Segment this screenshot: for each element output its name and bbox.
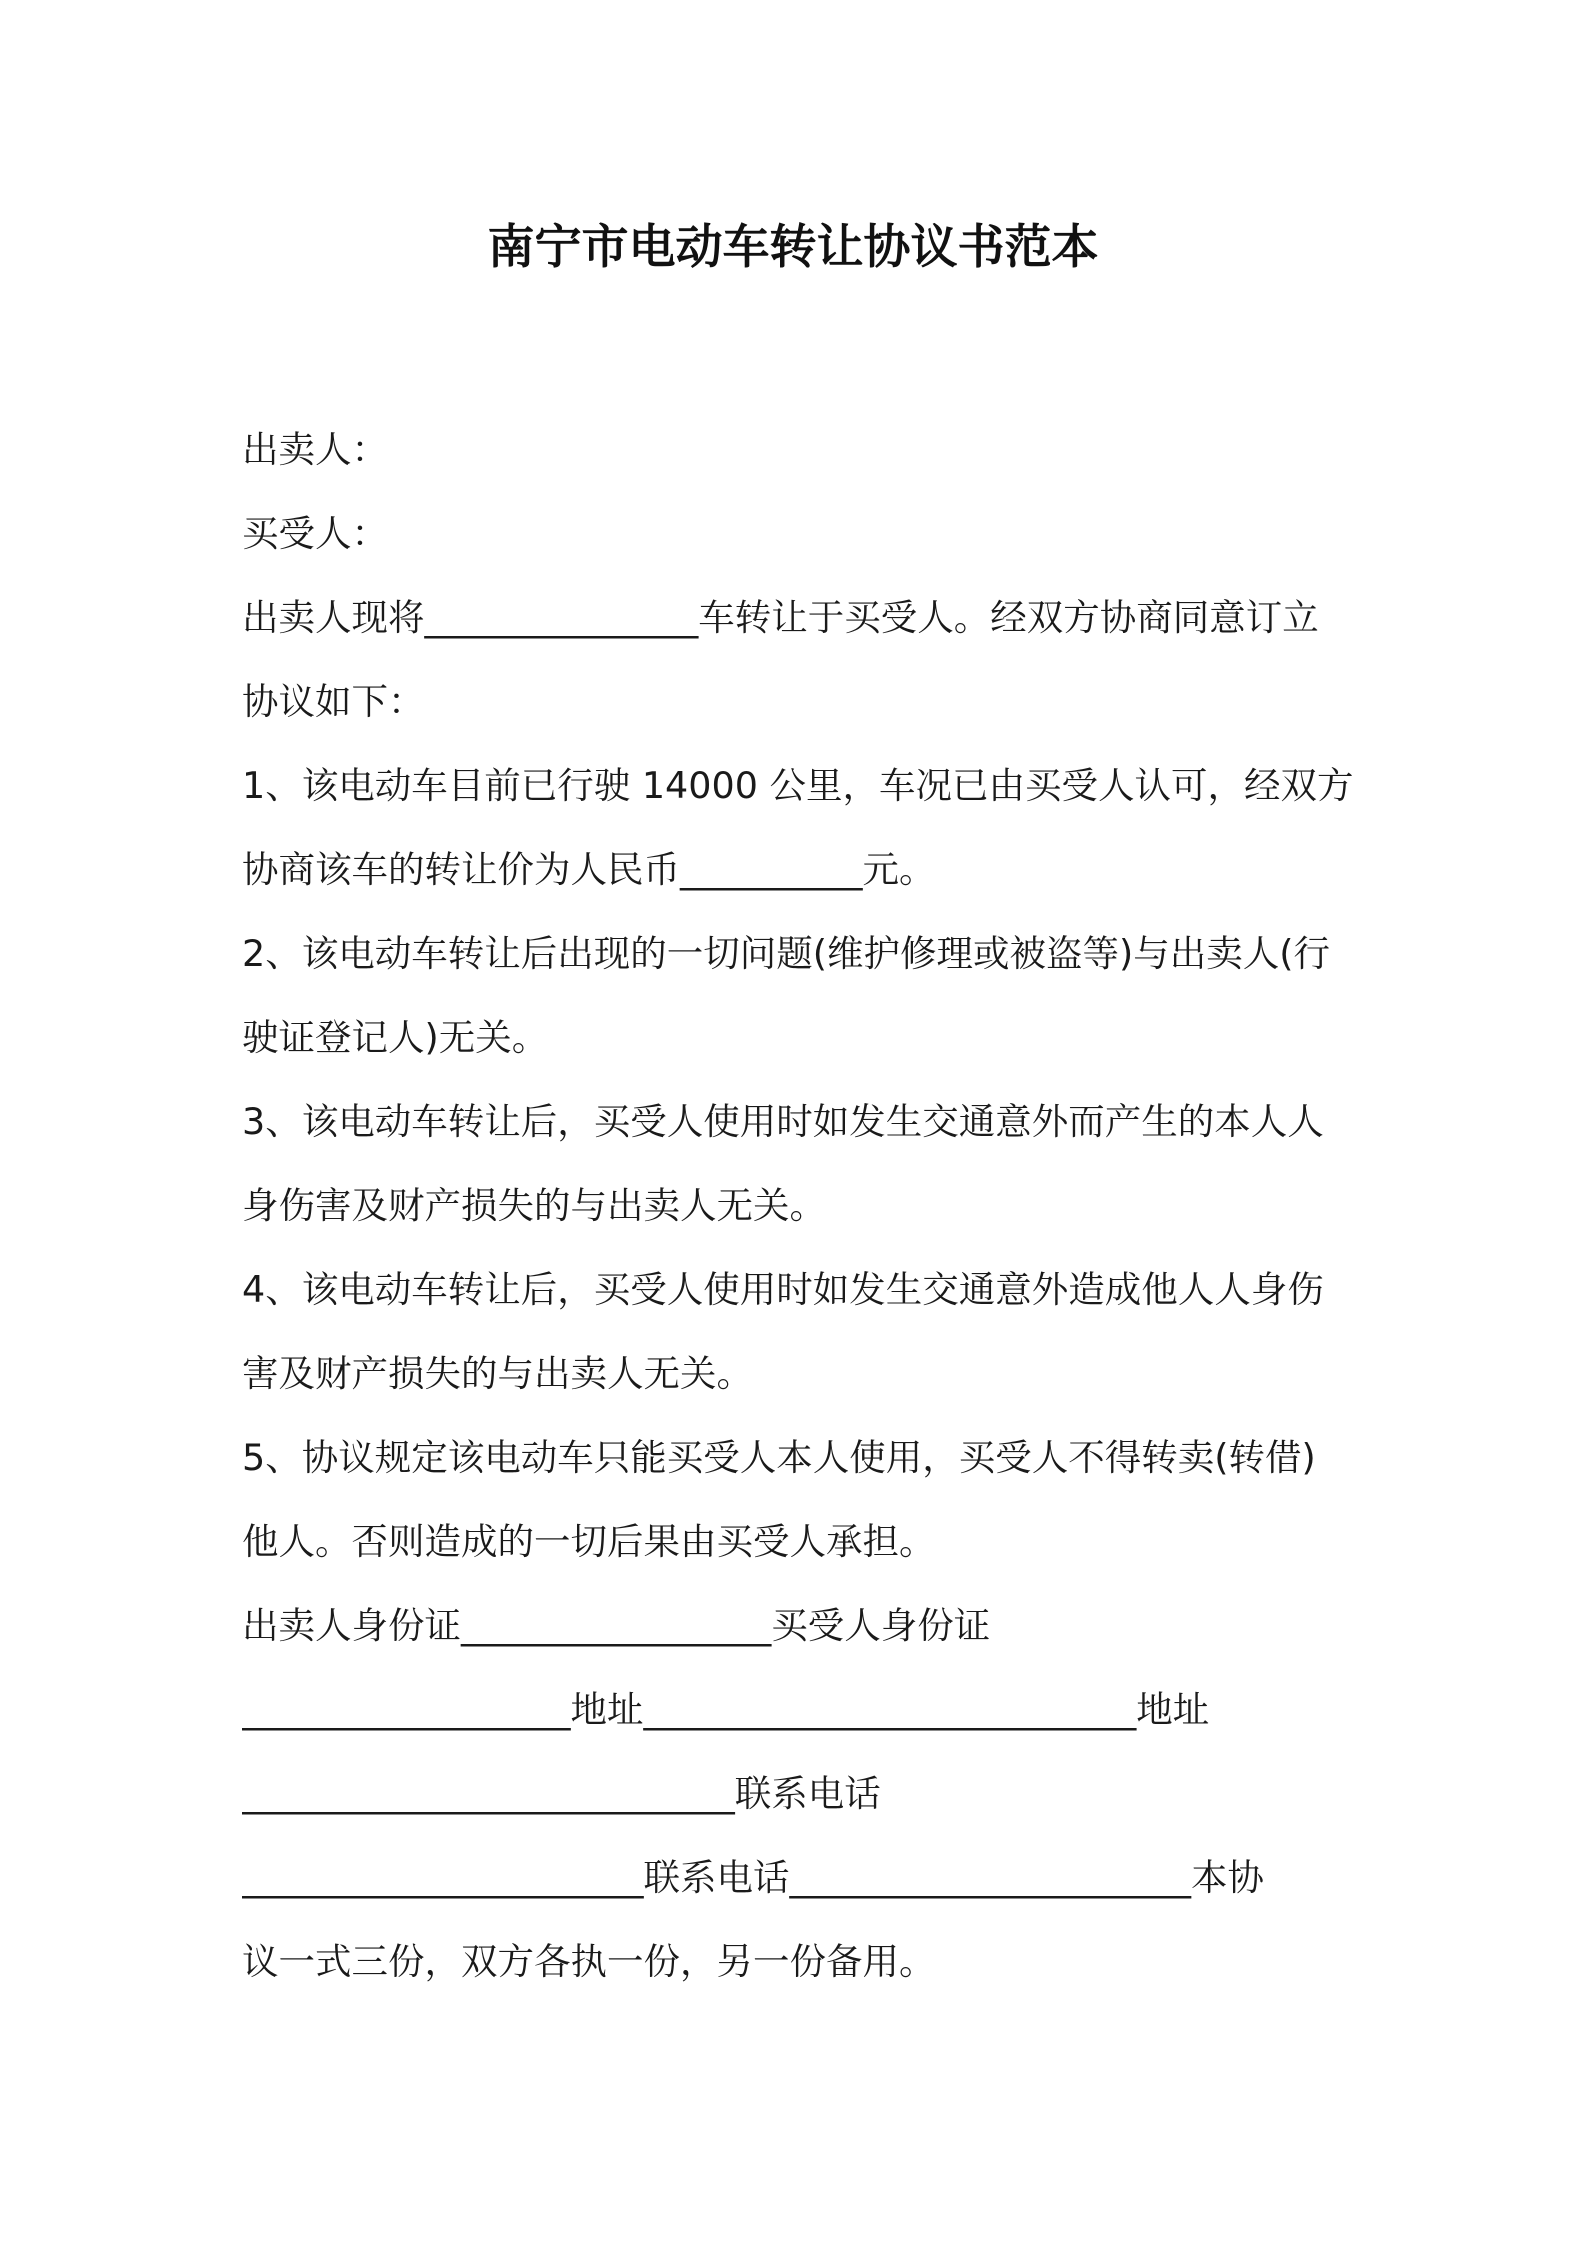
- intro-line-1: 出卖人现将_______________车转让于买受人。经双方协商同意订立: [242, 596, 1319, 639]
- buyer-line: 买受人：: [242, 512, 388, 555]
- copies-line: 议一式三份，双方各执一份，另一份备用。: [242, 1940, 936, 1983]
- document-title: 南宁市电动车转让协议书范本: [487, 220, 1099, 275]
- intro-line-2: 协议如下：: [242, 680, 425, 723]
- phone-line-2: ______________________联系电话______________________本协: [242, 1856, 1264, 1899]
- id-card-line: 出卖人身份证_________________买受人身份证: [242, 1604, 991, 1647]
- clause-2-line-1: 2、该电动车转让后出现的一切问题(维护修理或被盗等)与出卖人(行: [242, 932, 1330, 975]
- clause-1-line-2: 协商该车的转让价为人民币__________元。: [242, 848, 936, 891]
- clause-3-line-1: 3、该电动车转让后，买受人使用时如发生交通意外而产生的本人人: [242, 1100, 1324, 1143]
- clause-5-line-2: 他人。否则造成的一切后果由买受人承担。: [242, 1520, 936, 1563]
- clause-1-line-1: 1、该电动车目前已行驶 14000 公里，车况已由买受人认可，经双方: [242, 764, 1354, 807]
- seller-line: 出卖人：: [242, 428, 388, 471]
- clause-5-line-1: 5、协议规定该电动车只能买受人本人使用，买受人不得转卖(转借): [242, 1436, 1316, 1479]
- clause-4-line-2: 害及财产损失的与出卖人无关。: [242, 1352, 753, 1395]
- address-line: __________________地址___________________________地址: [242, 1688, 1210, 1731]
- clause-3-line-2: 身伤害及财产损失的与出卖人无关。: [242, 1184, 826, 1227]
- clause-4-line-1: 4、该电动车转让后，买受人使用时如发生交通意外造成他人人身伤: [242, 1268, 1324, 1311]
- clause-2-line-2: 驶证登记人)无关。: [242, 1016, 549, 1059]
- phone-line-1: ___________________________联系电话: [242, 1772, 881, 1815]
- document-body: [242, 408, 1362, 2004]
